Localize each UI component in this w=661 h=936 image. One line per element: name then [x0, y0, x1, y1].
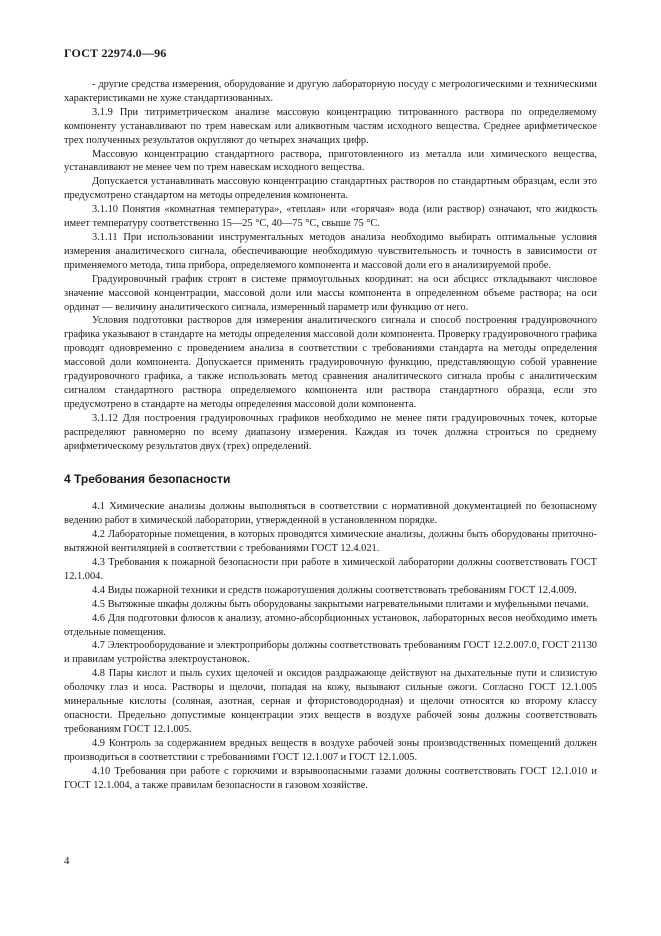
paragraph: - другие средства измерения, оборудование и другую лабораторную посуду с метрологическими и техническими характеристиками не хуже стандартизованных.: [64, 79, 597, 104]
paragraph: Условия подготовки растворов для измерения аналитического сигнала и способ построения градуировочного графика указывают в стандарте на методы определения массовой доли компонента. Проверку градуировочного графика проводят одновременно с проведением анализа в соответствии с требованиями стандарта на методы определения массовой доли компонента. Допускается применять градуировочную функцию, представляющую собой уравнение градуировочного графика, а также использовать метод сравнения аналитического сигнала пробы с аналитическим сигналом стандартного раствора определяемого компонента или раствора стандартного образца, если это предусмотрено в стандарте на методы определения массовой доли компонента.: [64, 315, 597, 410]
section-paragraph: 4.8 Пары кислот и пыль сухих щелочей и оксидов раздражающе действуют на дыхательные пути и слизистую оболочку глаз и носа. Растворы и щелочи, попадая на кожу, вызывают сильные ожоги. Согласно ГОСТ 12.1.005 минеральные кислоты (соляная, азотная, серная и фтористоводородная) и щелочи относятся ко второму классу опасности. Предельно допустимые концентрации этих веществ в воздухе рабочей зоны должны соответствовать требованиям ГОСТ 12.1.005.: [64, 668, 597, 735]
paragraph: 3.1.10 Понятия «комнатная температура», «теплая» или «горячая» вода (или раствор) означают, что жидкость имеет температуру соответственно 15—25 °С, 40—75 °С, свыше 75 °С.: [64, 204, 597, 230]
section-title: 4 Требования безопасности: [64, 472, 231, 487]
section-paragraph: 4.2 Лабораторные помещения, в которых проводятся химические анализы, должны быть оборудованы приточно-вытяжной вентиляцией в соответствии с требованиями ГОСТ 12.4.021.: [64, 529, 597, 555]
paragraph: 3.1.11 При использовании инструментальных методов анализа необходимо выбирать оптимальные условия измерения аналитического сигнала, обеспечивающие необходимую чувствительность и точность в зависимости от применяемого метода, типа прибора, определяемого компонента и массовой доли его в анализируемой пробе.: [64, 231, 597, 271]
paragraph: Массовую концентрацию стандартного раствора, приготовленного из металла или химического вещества, устанавливают не менее чем по трем навескам исходного вещества.: [64, 148, 597, 174]
section-paragraph: 4.3 Требования к пожарной безопасности при работе в химической лаборатории должны соответствовать ГОСТ 12.1.004.: [64, 557, 597, 582]
section-paragraph: 4.4 Виды пожарной техники и средств пожаротушения должны соответствовать требованиям ГОСТ 12.4.009.: [92, 584, 577, 596]
section-paragraph: 4.10 Требования при работе с горючими и взрывоопасными газами должны соответствовать ГОСТ 12.1.010 и ГОСТ 12.1.004, а также правилам безопасности в газовом хозяйстве.: [64, 765, 597, 791]
section-paragraph: 4.5 Вытяжные шкафы должны быть оборудованы закрытыми нагревательными плитами и муфельными печами.: [92, 598, 589, 610]
section-paragraph: 4.7 Электрооборудование и электроприборы должны соответствовать требованиям ГОСТ 12.2.007.0, ГОСТ 21130 и правилам устройства электроустановок.: [64, 640, 597, 666]
paragraph: Допускается устанавливать массовую концентрацию стандартных растворов по стандартным образцам, если это предусмотрено стандартом на методы определения компонента.: [64, 176, 597, 202]
section-paragraph: 4.9 Контроль за содержанием вредных веществ в воздухе рабочей зоны производственных помещений должен производиться в соответствии с требованиями ГОСТ 12.1.007 и ГОСТ 12.1.005.: [64, 737, 597, 763]
page-number: 4: [64, 855, 70, 867]
paragraph: 3.1.12 Для построения градуировочных графиков необходимо не менее пяти градуировочных точек, которые распределяют равномерно по всему диапазону измерения. Каждая из точек должна строиться по среднему арифметическому результатов двух (трех) определений.: [64, 412, 597, 452]
paragraph: Градуировочный график строят в системе прямоугольных координат: на оси абсцисс откладывают числовое значение массовой концентрации, массовой доли или массы компонента в определенном объеме раствора; на оси ординат — величину аналитического сигнала, измеренный параметр или функцию от него.: [64, 273, 597, 313]
paragraph: 3.1.9 При титриметрическом анализе массовую концентрацию титрованного раствора по определяемому компоненту устанавливают по трем навескам или аликвотным частям исходного вещества. Среднее арифметическое трех полученных результатов округляют до четырех значащих цифр.: [64, 106, 597, 146]
standard-header: ГОСТ 22974.0—96: [64, 46, 167, 60]
section-paragraph: 4.6 Для подготовки флюсов к анализу, атомно-абсорбционных установок, лабораторных весов необходимо иметь отдельные помещения.: [64, 612, 597, 638]
section-paragraph: 4.1 Химические анализы должны выполняться в соответствии с нормативной документацией по безопасному ведению работ в химической лаборатории, утвержденной в установленном порядке.: [64, 501, 597, 527]
body-text: [64, 78, 597, 792]
